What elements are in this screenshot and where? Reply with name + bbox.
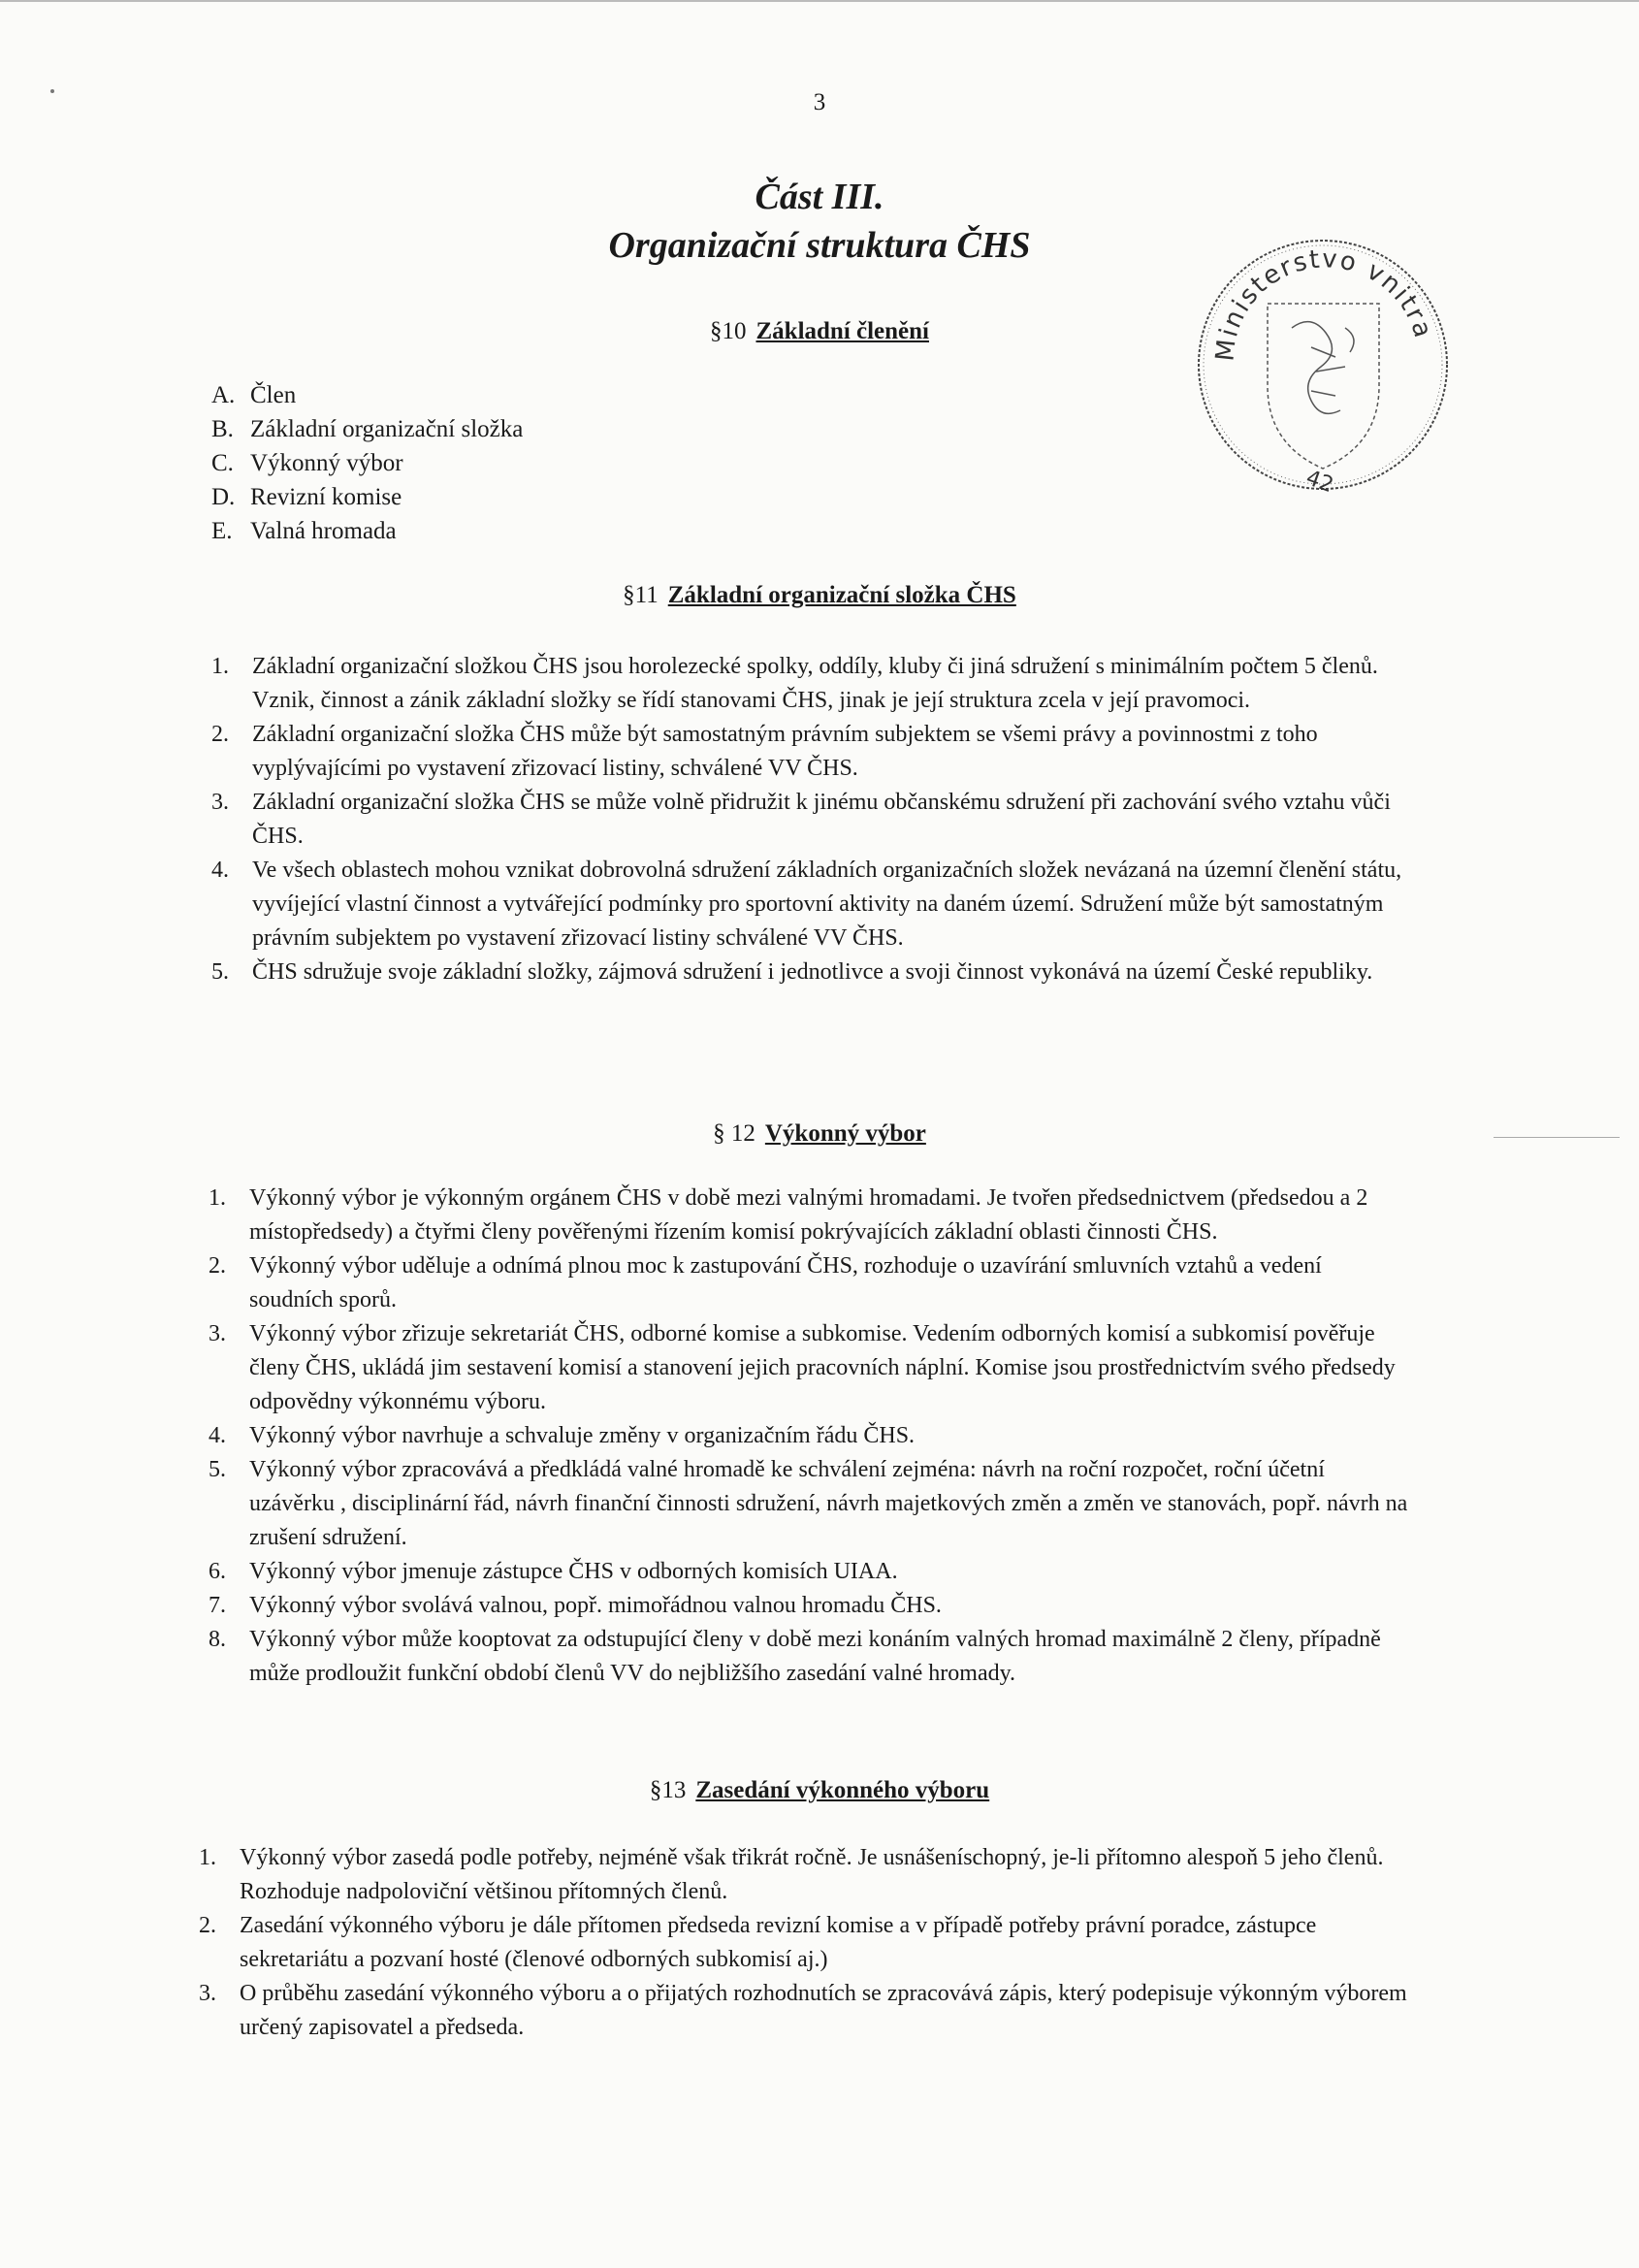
section-number: §11 xyxy=(623,582,659,608)
list-item: 3. O průběhu zasedání výkonného výboru a o přijatých rozhodnutích se zpracovává zápis, který podepisuje výkonným výborem určený zapisovatel a předseda. xyxy=(199,1981,1407,2040)
section-10-heading xyxy=(0,318,1639,345)
list-item: 1. Výkonný výbor je výkonným orgánem ČHS v době mezi valnými hromadami. Je tvořen předsednictvem (předsedou a 2 místopředsedy) a čtyřmi členy pověřenými řízením komisí pokrývajících základní oblasti činnosti ČHS. xyxy=(209,1185,1368,1245)
list-item: 7. Výkonný výbor svolává valnou, popř. mimořádnou valnou hromadu ČHS. xyxy=(209,1593,942,1618)
section-12-heading xyxy=(0,1120,1639,1148)
stamp-text: Ministerstvo vnitra xyxy=(1210,244,1438,363)
list-item: 5. Výkonný výbor zpracovává a předkládá valné hromadě ke schválení zejména: návrh na roční rozpočet, roční účetní uzávěrku , disciplinární řád, návrh finanční činnosti sdružení, návrh majetkových změn a změn ve stanovách, popř. návrh na zrušení sdružení. xyxy=(209,1457,1408,1550)
section-13-heading xyxy=(0,1777,1639,1804)
scan-speck xyxy=(50,89,54,93)
list-item: 3. Výkonný výbor zřizuje sekretariát ČHS, odborné komise a subkomise. Vedením odborných komisí a subkomisí pověřuje členy ČHS, ukládá jim sestavení komisí a stanovení jejich pracovních náplní. Komise jsou prostřednictvím svého předsedy odpovědny výkonnému výboru. xyxy=(209,1321,1396,1414)
section-11-list xyxy=(211,650,1404,989)
list-item: C. Výkonný výbor xyxy=(211,450,403,476)
list-item: A. Člen xyxy=(211,382,297,408)
section-title: Výkonný výbor xyxy=(764,1120,926,1147)
part-title-line1: Část III. xyxy=(755,177,884,217)
section-title: Základní členění xyxy=(755,318,929,344)
section-11-heading xyxy=(0,582,1639,609)
ministry-stamp xyxy=(1175,221,1466,502)
list-item: 4. Výkonný výbor navrhuje a schvaluje změny v organizačním řádu ČHS. xyxy=(209,1423,916,1448)
section-title: Zasedání výkonného výboru xyxy=(695,1777,990,1803)
list-item: 2. Zasedání výkonného výboru je dále přítomen předseda revizní komise a v případě potřeby právní poradce, zástupce sekretariátu a pozvaní hosté (členové odborných subkomisí aj.) xyxy=(199,1913,1317,1972)
list-item: D. Revizní komise xyxy=(211,484,402,510)
scan-edge xyxy=(0,0,1639,2)
list-item: 8. Výkonný výbor může kooptovat za odstupující členy v době mezi konáním valných hromad maximálně 2 členy, případně může prodloužit funkční období členů VV do nejbližšího zasedání valné hromady. xyxy=(209,1627,1381,1686)
section-number: § 12 xyxy=(713,1120,755,1147)
section-number: §10 xyxy=(709,318,747,344)
list-item: 1. Výkonný výbor zasedá podle potřeby, nejméně však třikrát ročně. Je usnášeníschopný, je-li přítomno alespoň 5 jeho členů. Rozhoduje nadpoloviční většinou přítomných členů. xyxy=(199,1845,1384,1904)
section-10-list xyxy=(211,378,523,548)
section-12-list xyxy=(209,1182,1411,1691)
scan-line xyxy=(1494,1137,1620,1138)
list-item: 1. Základní organizační složkou ČHS jsou horolezecké spolky, oddíly, kluby či jiná sdružení s minimálním počtem 5 členů. Vznik, činnost a zánik základní složky se řídí stanovami ČHS, jinak je její struktura zcela v její pravomoci. xyxy=(211,654,1378,713)
section-number: §13 xyxy=(649,1777,687,1803)
part-title-line2: Organizační struktura ČHS xyxy=(608,225,1031,266)
list-item: B. Základní organizační složka xyxy=(211,416,524,442)
page-number: 3 xyxy=(813,89,826,115)
list-item: 3. Základní organizační složka ČHS se může volně přidružit k jinému občanskému sdružení při zachování svého vztahu vůči ČHS. xyxy=(211,790,1391,849)
section-title: Základní organizační složka ČHS xyxy=(667,582,1016,608)
section-13-list xyxy=(199,1841,1430,2045)
list-item: 6. Výkonný výbor jmenuje zástupce ČHS v odborných komisích UIAA. xyxy=(209,1559,898,1584)
list-item: 5. ČHS sdružuje svoje základní složky, zájmová sdružení i jednotlivce a svoji činnost vykonává na území České republiky. xyxy=(211,959,1373,985)
list-item: E. Valná hromada xyxy=(211,518,397,544)
list-item: 4. Ve všech oblastech mohou vznikat dobrovolná sdružení základních organizačních složek nevázaná na územní členění státu, vyvíjející vlastní činnost a vytvářející podmínky pro sportovní aktivity na daném území. Sdružení může být samostatným právním subjektem po vystavení zřizovací listiny schválené VV ČHS. xyxy=(211,858,1402,951)
list-item: 2. Výkonný výbor uděluje a odnímá plnou moc k zastupování ČHS, rozhoduje o uzavírání smluvních vztahů a vedení soudních sporů. xyxy=(209,1253,1322,1312)
list-item: 2. Základní organizační složka ČHS může být samostatným právním subjektem se všemi právy a povinnostmi z toho vyplývajícími po vystavení zřizovací listiny, schválené VV ČHS. xyxy=(211,722,1318,781)
stamp-number: 42 xyxy=(1302,466,1337,499)
